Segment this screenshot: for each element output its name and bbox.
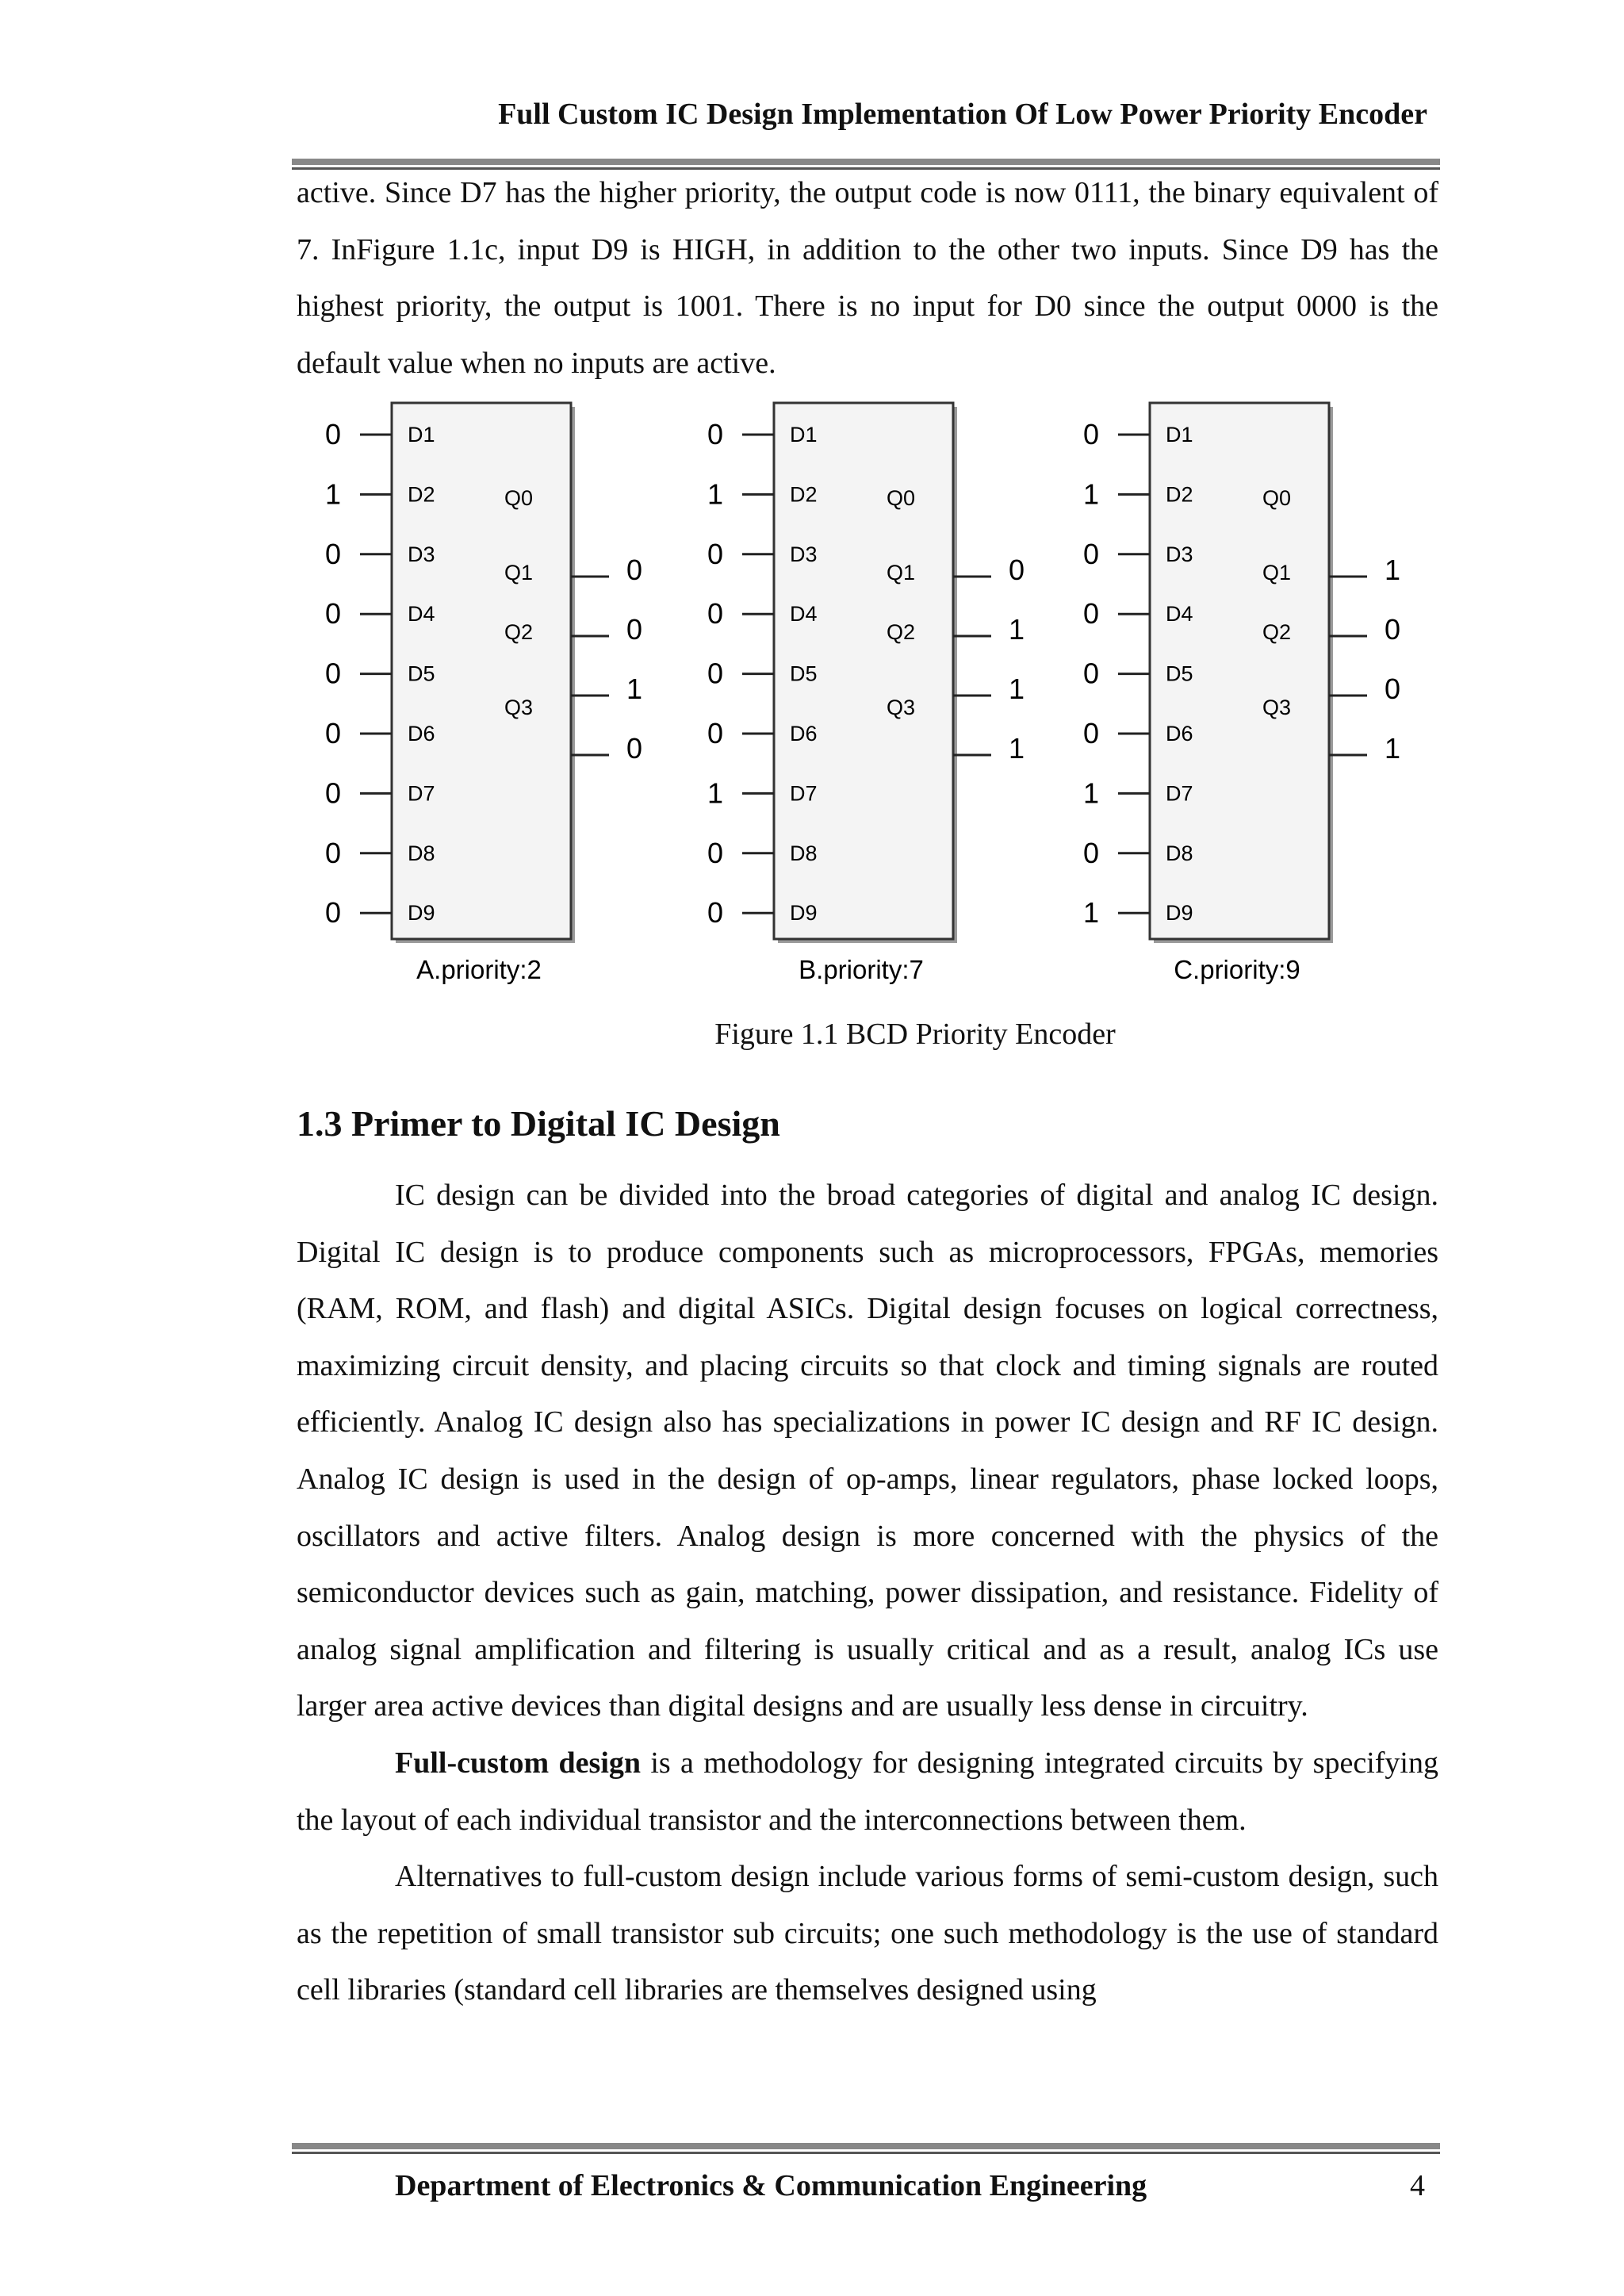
input-value: 0 (324, 836, 342, 869)
input-pin-label: D6 (408, 722, 435, 746)
encoder-priority-label: A.priority:2 (416, 955, 542, 984)
input-value: 0 (324, 896, 342, 930)
output-value: 1 (1008, 613, 1025, 646)
input-value: 0 (1082, 836, 1100, 869)
intro-paragraph (297, 165, 1438, 392)
output-value: 1 (1384, 554, 1401, 586)
input-value: 0 (707, 418, 724, 450)
footer-rule (292, 2143, 1440, 2154)
input-value: 1 (1082, 776, 1100, 810)
bcd-priority-encoder-figure (292, 389, 1450, 1007)
output-pin-label: Q3 (1262, 696, 1292, 719)
input-pin-label: D4 (408, 602, 435, 627)
input-value: 0 (324, 597, 342, 631)
output-value: 0 (626, 554, 643, 586)
encoder-priority-label: C.priority:9 (1174, 955, 1300, 984)
input-pin-label: D9 (790, 901, 818, 926)
input-pin-label: D7 (790, 781, 818, 806)
output-value: 1 (1008, 673, 1025, 705)
input-value: 0 (707, 657, 724, 690)
output-pin-label: Q1 (886, 561, 916, 585)
input-pin-label: D1 (1166, 423, 1193, 447)
output-value: 0 (626, 732, 643, 765)
input-pin-label: D9 (1166, 901, 1193, 926)
section-body (297, 1167, 1438, 2019)
encoder-priority-label: B.priority:7 (799, 955, 924, 984)
input-pin-label: D4 (790, 602, 818, 627)
input-pin-label: D7 (1166, 781, 1193, 806)
input-pin-label: D5 (790, 661, 818, 686)
output-value: 0 (1008, 554, 1025, 586)
input-value: 0 (1082, 597, 1100, 631)
output-pin-label: Q0 (1262, 486, 1292, 510)
input-pin-label: D3 (1166, 542, 1193, 566)
output-value: 0 (1384, 673, 1401, 705)
input-value: 0 (1082, 717, 1100, 749)
input-value: 0 (707, 537, 724, 570)
paragraph-ic-design: IC design can be divided into the broad categories of digital and analog IC design. Digital IC design is to produce components such as microprocessors, FPGAs, memories (RAM, ROM, and flash) and digital ASICs. Digital design focuses on logical correctness, maximizing circuit density, and placing circuits so that clock and timing signals are routed efficiently. Analog IC design also has specializations in power IC design and RF IC design. Analog IC design is used in the design of op-amps, linear regulators, phase locked loops, oscillators and active filters. Analog design is more concerned with the physics of the semiconductor devices such as gain, matching, power dissipation, and resistance. Fidelity of analog signal amplification and filtering is usually critical and as a result, analog ICs use larger area active devices than digital designs and are usually less dense in circuitry. (297, 1179, 1438, 1723)
input-value: 0 (707, 717, 724, 749)
paragraph-alternatives: Alternatives to full-custom design include various forms of semi-custom design, such as the repetition of small transistor sub circuits; one such methodology is the use of standard cell libraries (standard cell libraries are themselves designed using (297, 1860, 1438, 2007)
input-value: 1 (707, 776, 724, 810)
input-pin-label: D3 (408, 542, 435, 566)
input-value: 0 (707, 836, 724, 869)
input-pin-label: D8 (1166, 841, 1193, 865)
paragraph-full-custom (297, 1735, 1438, 1849)
output-value: 0 (1384, 613, 1401, 646)
input-pin-label: D8 (790, 841, 818, 865)
input-value: 0 (1082, 537, 1100, 570)
input-value: 0 (324, 537, 342, 570)
output-pin-label: Q1 (504, 561, 534, 585)
footer-department: Department of Electronics & Communication Engineering (395, 2169, 1147, 2202)
input-value: 0 (1082, 657, 1100, 690)
input-value: 0 (324, 717, 342, 749)
output-value: 0 (626, 613, 643, 646)
input-value: 1 (1082, 477, 1100, 511)
input-pin-label: D6 (790, 722, 818, 746)
full-custom-definition: is a methodology for designing integrated circuits by specifying the layout of each individual transistor and the interconnections between them. (297, 1746, 1438, 1837)
input-pin-label: D3 (790, 542, 818, 566)
output-pin-label: Q3 (886, 696, 916, 719)
input-pin-label: D1 (408, 423, 435, 447)
input-value: 0 (324, 657, 342, 690)
section-heading: 1.3 Primer to Digital IC Design (297, 1103, 780, 1144)
figure-caption-text: Figure 1.1 BCD Priority Encoder (714, 1018, 1116, 1051)
input-pin-label: D5 (1166, 661, 1193, 686)
input-value: 0 (1082, 418, 1100, 450)
input-pin-label: D6 (1166, 722, 1193, 746)
output-pin-label: Q3 (504, 696, 534, 719)
input-value: 1 (707, 477, 724, 511)
input-pin-label: D5 (408, 661, 435, 686)
input-value: 0 (707, 896, 724, 930)
output-pin-label: Q2 (504, 620, 534, 644)
running-header-title: Full Custom IC Design Implementation Of Low Power Priority Encoder (498, 98, 1427, 131)
input-pin-label: D1 (790, 423, 818, 447)
input-value: 0 (707, 597, 724, 631)
figure-caption (297, 1017, 1534, 1052)
encoder-diagram (292, 389, 1450, 1007)
input-value: 0 (324, 418, 342, 450)
output-pin-label: Q1 (1262, 561, 1292, 585)
input-pin-label: D2 (408, 482, 435, 507)
footer-page-number: 4 (1410, 2169, 1425, 2202)
input-pin-label: D4 (1166, 602, 1193, 627)
input-pin-label: D2 (790, 482, 818, 507)
output-pin-label: Q2 (886, 620, 916, 644)
input-pin-label: D8 (408, 841, 435, 865)
input-value: 0 (324, 776, 342, 810)
output-value: 1 (1008, 732, 1025, 765)
output-pin-label: Q0 (504, 486, 534, 510)
input-value: 1 (324, 477, 342, 511)
output-pin-label: Q2 (1262, 620, 1292, 644)
input-pin-label: D9 (408, 901, 435, 926)
input-pin-label: D7 (408, 781, 435, 806)
input-pin-label: D2 (1166, 482, 1193, 507)
output-pin-label: Q0 (886, 486, 916, 510)
intro-paragraph-text: active. Since D7 has the higher priority, the output code is now 0111, the binary equivalent of 7. InFigure 1.1c, input D9 is HIGH, in addition to the other two inputs. Since D9 has the highest priority, the output is 1001. There is no input for D0 since the output 0000 is the default value when no inputs are active. (297, 176, 1438, 380)
input-value: 1 (1082, 896, 1100, 930)
output-value: 1 (1384, 732, 1401, 765)
output-value: 1 (626, 673, 643, 705)
full-custom-term: Full-custom design (395, 1746, 642, 1780)
